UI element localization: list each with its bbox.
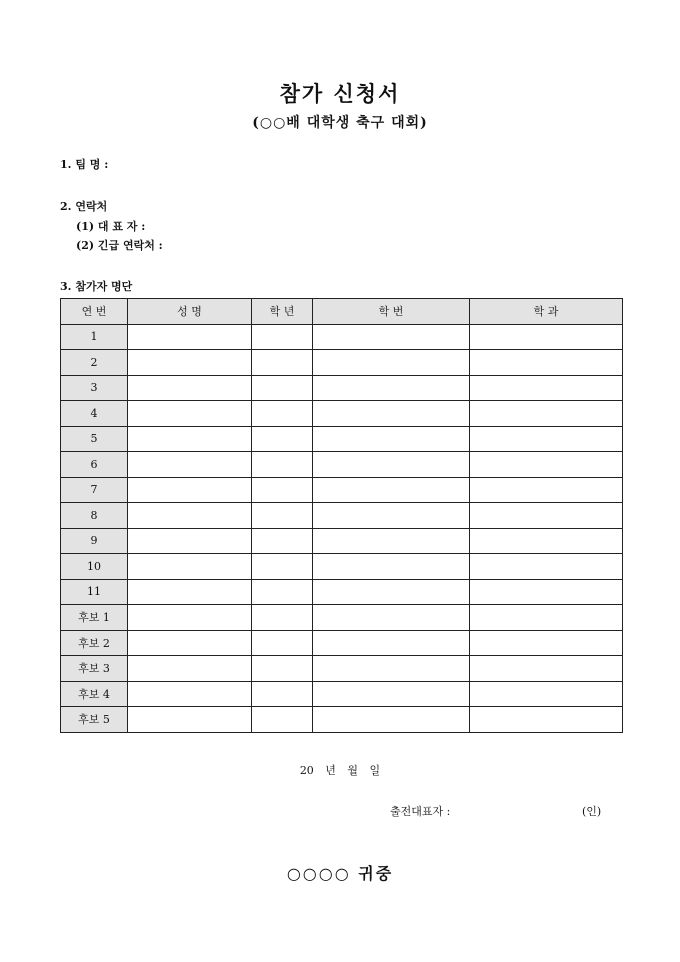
grade-cell[interactable]: [252, 375, 313, 401]
department-cell[interactable]: [470, 324, 623, 350]
student-id-cell[interactable]: [313, 375, 470, 401]
document-subtitle: (○○배 대학생 축구 대회): [252, 115, 428, 131]
table-row: [61, 630, 623, 656]
grade-cell[interactable]: [252, 579, 313, 605]
row-number: 7: [61, 477, 128, 503]
row-number: 5: [61, 426, 128, 452]
department-cell[interactable]: [470, 401, 623, 427]
table-row: [61, 681, 623, 707]
row-number: 1: [61, 324, 128, 350]
student-id-cell[interactable]: [313, 579, 470, 605]
recipient-footer: ○○○○ 귀중: [286, 864, 394, 883]
student-id-cell[interactable]: [313, 681, 470, 707]
seal-mark: (인): [582, 805, 602, 818]
student-id-cell[interactable]: [313, 554, 470, 580]
header-student-id: 학 번: [313, 299, 470, 325]
department-cell[interactable]: [470, 426, 623, 452]
table-row: [61, 605, 623, 631]
department-cell[interactable]: [470, 503, 623, 529]
table-row: [61, 554, 623, 580]
grade-cell[interactable]: [252, 707, 313, 733]
row-number: 9: [61, 528, 128, 554]
row-number: 4: [61, 401, 128, 427]
student-id-cell[interactable]: [313, 503, 470, 529]
table-row: [61, 579, 623, 605]
header-grade: 학 년: [252, 299, 313, 325]
table-row: [61, 452, 623, 478]
grade-cell[interactable]: [252, 554, 313, 580]
student-id-cell[interactable]: [313, 350, 470, 376]
name-cell[interactable]: [128, 477, 252, 503]
student-id-cell[interactable]: [313, 707, 470, 733]
table-row: [61, 528, 623, 554]
grade-cell[interactable]: [252, 605, 313, 631]
name-cell[interactable]: [128, 324, 252, 350]
row-number: 후보 1: [61, 605, 128, 631]
name-cell[interactable]: [128, 528, 252, 554]
name-cell[interactable]: [128, 452, 252, 478]
table-row: [61, 350, 623, 376]
table-row: [61, 656, 623, 682]
representative-signature-label: 출전대표자 :: [390, 805, 451, 818]
row-number: 2: [61, 350, 128, 376]
grade-cell[interactable]: [252, 477, 313, 503]
row-number: 후보 2: [61, 630, 128, 656]
student-id-cell[interactable]: [313, 477, 470, 503]
roster-table: [60, 298, 623, 733]
grade-cell[interactable]: [252, 528, 313, 554]
emergency-contact-field: (2) 긴급 연락처 :: [76, 239, 163, 252]
student-id-cell[interactable]: [313, 324, 470, 350]
row-number: 3: [61, 375, 128, 401]
name-cell[interactable]: [128, 426, 252, 452]
roster-header-row: [61, 299, 623, 325]
grade-cell[interactable]: [252, 452, 313, 478]
name-cell[interactable]: [128, 681, 252, 707]
name-cell[interactable]: [128, 503, 252, 529]
table-row: [61, 375, 623, 401]
row-number: 8: [61, 503, 128, 529]
student-id-cell[interactable]: [313, 528, 470, 554]
student-id-cell[interactable]: [313, 401, 470, 427]
student-id-cell[interactable]: [313, 605, 470, 631]
grade-cell[interactable]: [252, 350, 313, 376]
grade-cell[interactable]: [252, 503, 313, 529]
roster-body: [61, 324, 623, 732]
row-number: 후보 4: [61, 681, 128, 707]
department-cell[interactable]: [470, 554, 623, 580]
grade-cell[interactable]: [252, 401, 313, 427]
grade-cell[interactable]: [252, 426, 313, 452]
department-cell[interactable]: [470, 477, 623, 503]
student-id-cell[interactable]: [313, 630, 470, 656]
table-row: [61, 477, 623, 503]
department-cell[interactable]: [470, 528, 623, 554]
department-cell[interactable]: [470, 452, 623, 478]
date-line: 20 년 월 일: [299, 764, 381, 777]
header-department: 학 과: [470, 299, 623, 325]
student-id-cell[interactable]: [313, 426, 470, 452]
grade-cell[interactable]: [252, 630, 313, 656]
department-cell[interactable]: [470, 350, 623, 376]
department-cell[interactable]: [470, 707, 623, 733]
grade-cell[interactable]: [252, 324, 313, 350]
row-number: 후보 3: [61, 656, 128, 682]
name-cell[interactable]: [128, 350, 252, 376]
table-row: [61, 324, 623, 350]
table-row: [61, 707, 623, 733]
header-name: 성 명: [128, 299, 252, 325]
team-name-field: 1. 팀 명 :: [60, 158, 109, 171]
roster-heading: 3. 참가자 명단: [60, 280, 133, 293]
representative-field: (1) 대 표 자 :: [76, 220, 146, 233]
name-cell[interactable]: [128, 656, 252, 682]
row-number: 6: [61, 452, 128, 478]
student-id-cell[interactable]: [313, 656, 470, 682]
name-cell[interactable]: [128, 554, 252, 580]
table-row: [61, 503, 623, 529]
department-cell[interactable]: [470, 375, 623, 401]
row-number: 11: [61, 579, 128, 605]
student-id-cell[interactable]: [313, 452, 470, 478]
grade-cell[interactable]: [252, 656, 313, 682]
department-cell[interactable]: [470, 681, 623, 707]
name-cell[interactable]: [128, 375, 252, 401]
header-seq: 연 번: [61, 299, 128, 325]
name-cell[interactable]: [128, 630, 252, 656]
name-cell[interactable]: [128, 401, 252, 427]
row-number: 후보 5: [61, 707, 128, 733]
grade-cell[interactable]: [252, 681, 313, 707]
name-cell[interactable]: [128, 605, 252, 631]
name-cell[interactable]: [128, 707, 252, 733]
document-title: 참가 신청서: [279, 81, 401, 106]
department-cell[interactable]: [470, 630, 623, 656]
row-number: 10: [61, 554, 128, 580]
table-row: [61, 401, 623, 427]
department-cell[interactable]: [470, 605, 623, 631]
contact-heading: 2. 연락처: [60, 200, 108, 213]
table-row: [61, 426, 623, 452]
name-cell[interactable]: [128, 579, 252, 605]
department-cell[interactable]: [470, 656, 623, 682]
department-cell[interactable]: [470, 579, 623, 605]
